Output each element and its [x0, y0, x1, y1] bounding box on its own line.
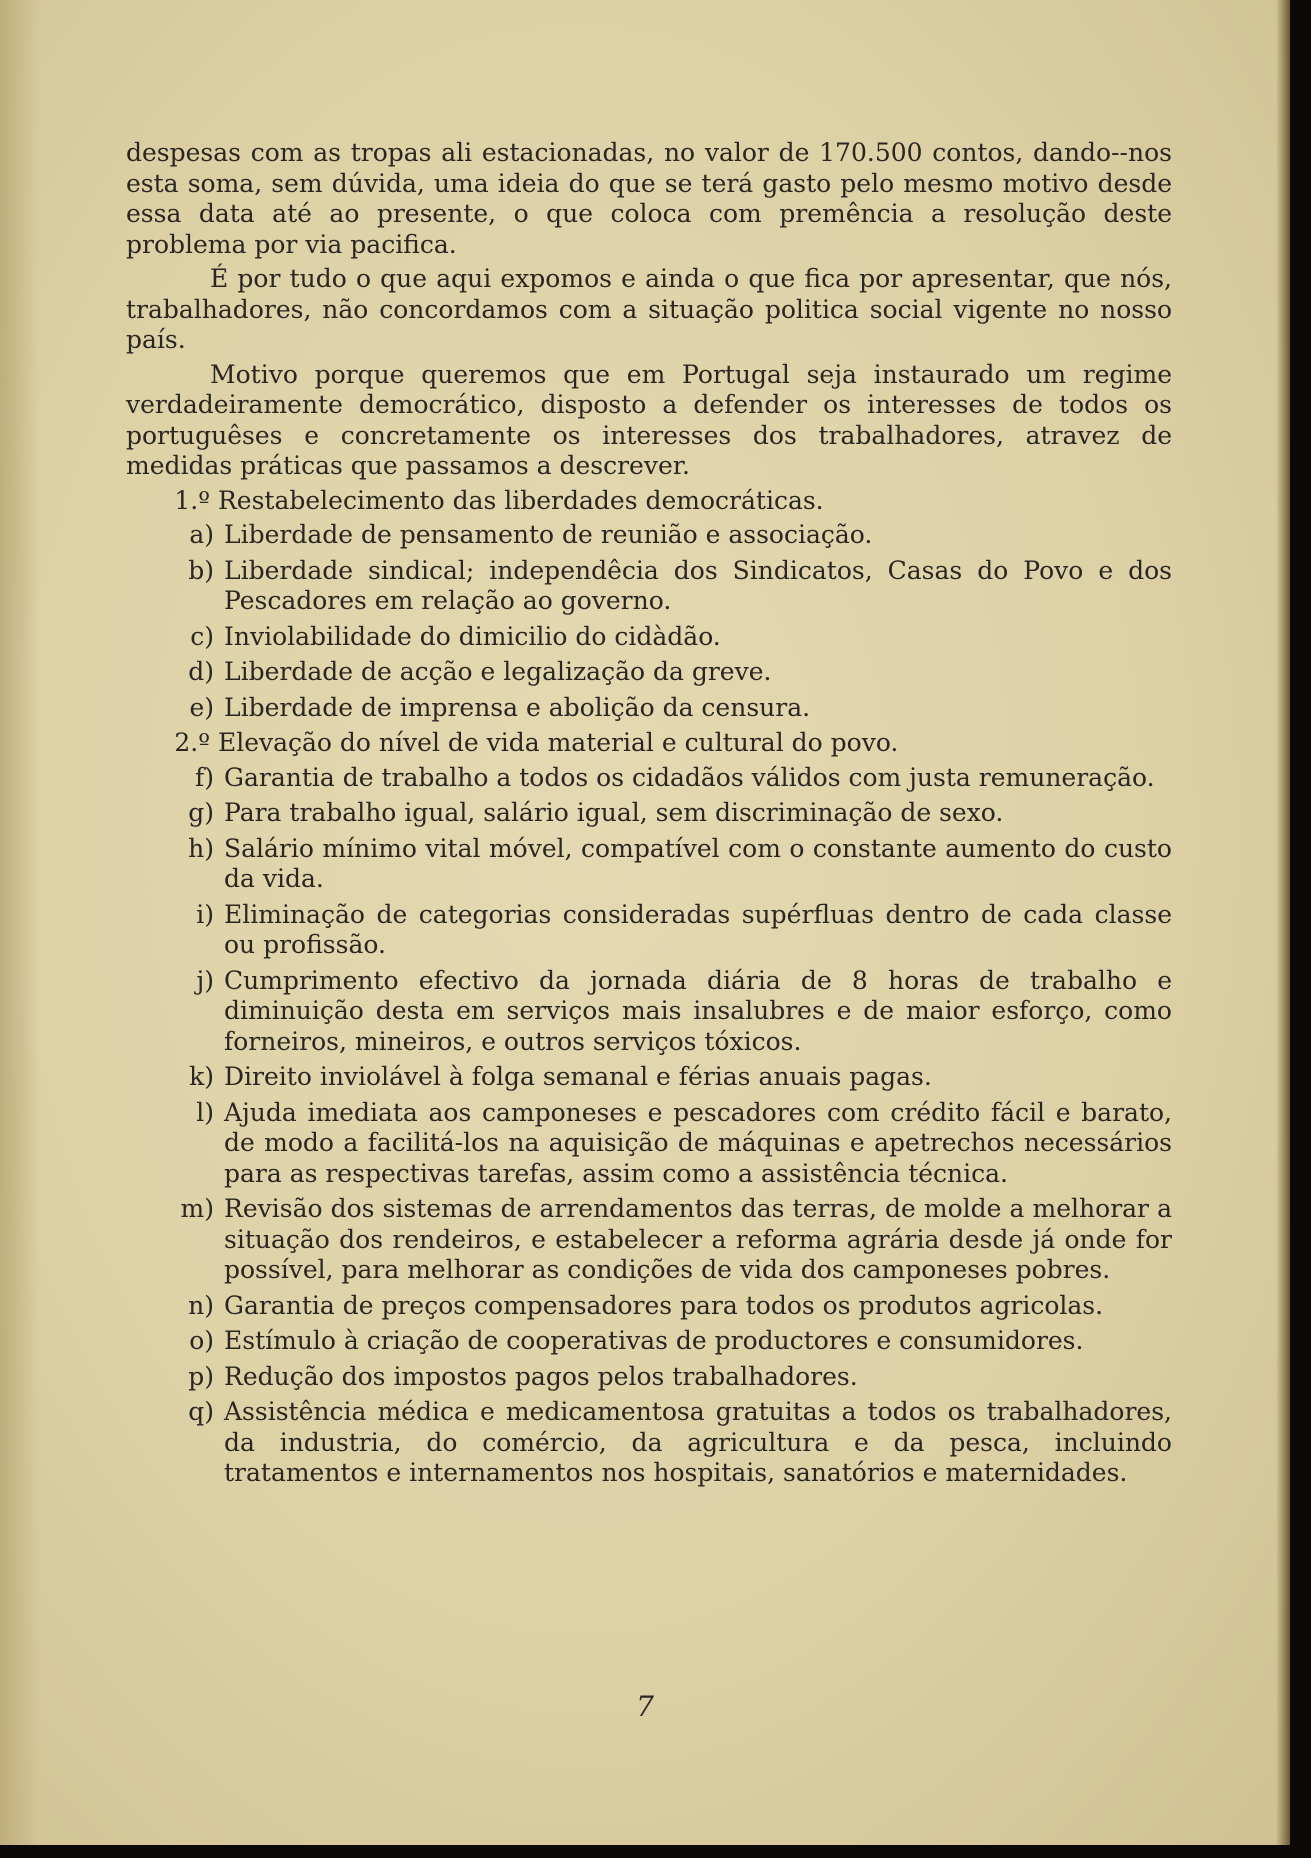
list-item [126, 622, 1172, 653]
paragraph-1: despesas com as tropas ali estacionadas, no valor de 170.500 contos, dando--nos esta soma, sem dúvida, uma ideia do que se terá gasto pelo mesmo motivo desde essa data até ao presente, o que coloca com premência a resolução deste problema por via pacifica. [126, 138, 1172, 259]
list-item-letter: c) [190, 621, 214, 651]
list-item [126, 834, 1172, 895]
page-body [126, 138, 1172, 1494]
section-number: 1.º [174, 485, 210, 515]
list-item-text: Ajuda imediata aos camponeses e pescadores com crédito fácil e barato, de modo a facilitá-los na aquisição de máquinas e apetrechos necessários para as respectivas tarefas, assim como a assistência técnica. [224, 1097, 1172, 1188]
list-item [126, 763, 1172, 794]
list-item-letter: n) [188, 1290, 214, 1320]
list-item-text: Para trabalho igual, salário igual, sem discriminação de sexo. [224, 798, 1004, 827]
list-item-letter: g) [188, 798, 214, 827]
section-heading-2 [126, 728, 1172, 759]
list-item [126, 657, 1172, 688]
list-item [126, 520, 1172, 551]
section-heading-1 [126, 486, 1172, 517]
list-item-letter: f) [194, 762, 214, 792]
page-number: 7 [636, 1690, 654, 1723]
list-item [126, 966, 1172, 1058]
list-item [126, 1194, 1172, 1286]
paragraph-2: É por tudo o que aqui expomos e ainda o que fica por apresentar, que nós, trabalhadores, não concordamos com a situação politica social vigente no nosso país. [126, 264, 1172, 354]
list-item-text: Redução dos impostos pagos pelos trabalhadores. [224, 1361, 858, 1391]
list-item-text: Eliminação de categorias consideradas supérfluas dentro de cada classe ou profissão. [224, 899, 1172, 959]
list-item-text: Liberdade de imprensa e abolição da censura. [224, 692, 811, 722]
list-item-letter: h) [188, 833, 214, 863]
section-title: Restabelecimento das liberdades democráticas. [217, 485, 824, 515]
list-item-text: Salário mínimo vital móvel, compatível com o constante aumento do custo da vida. [224, 833, 1172, 893]
list-item-letter: k) [189, 1062, 214, 1091]
list-item-letter: e) [189, 692, 214, 722]
paragraph-3: Motivo porque queremos que em Portugal seja instaurado um regime verdadeiramente democrático, disposto a defender os interesses de todos os portuguêses e concretamente os interesses dos trabalhadores, atravez de medidas práticas que passamos a descrever. [126, 359, 1172, 480]
list-item-text: Estímulo à criação de cooperativas de productores e consumidores. [224, 1326, 1084, 1355]
list-item-letter: m) [180, 1194, 214, 1223]
list-item [126, 1397, 1172, 1489]
list-item-text: Liberdade de acção e legalização da greve. [224, 657, 772, 686]
list-item-text: Assistência médica e medicamentosa gratuitas a todos os trabalhadores, da industria, do comércio, da agricultura e da pesca, incluindo tratamentos e internamentos nos hospitais, sanatórios e maternidades. [224, 1397, 1172, 1487]
list-item-letter: q) [188, 1397, 214, 1426]
list-item [126, 693, 1172, 724]
list-item-letter: a) [189, 520, 214, 549]
list-item [126, 1098, 1172, 1190]
list-item-letter: l) [196, 1097, 214, 1127]
list-item-letter: p) [188, 1361, 214, 1391]
list-item-text: Revisão dos sistemas de arrendamentos das terras, de molde a melhorar a situação dos rendeiros, e estabelecer a reforma agrária desde já onde for possível, para melhorar as condições de vida dos camponeses pobres. [224, 1194, 1172, 1284]
section-title: Elevação do nível de vida material e cultural do povo. [217, 728, 899, 757]
list-item [126, 1326, 1172, 1357]
list-item-text: Direito inviolável à folga semanal e férias anuais pagas. [224, 1062, 932, 1091]
list-item-text: Garantia de trabalho a todos os cidadãos válidos com justa remuneração. [224, 762, 1155, 792]
list-item-text: Cumprimento efectivo da jornada diária de 8 horas de trabalho e diminuição desta em serviços mais insalubres e de maior esforço, como forneiros, mineiros, e outros serviços tóxicos. [224, 965, 1172, 1056]
list-item-letter: b) [188, 555, 214, 585]
list-item [126, 900, 1172, 961]
list-item-letter: i) [196, 899, 214, 929]
list-item [126, 1062, 1172, 1093]
list-item-text: Garantia de preços compensadores para todos os produtos agricolas. [224, 1290, 1104, 1320]
list-item [126, 798, 1172, 829]
list-item [126, 1291, 1172, 1322]
list-item [126, 1362, 1172, 1393]
list-item-text: Liberdade de pensamento de reunião e associação. [224, 520, 873, 549]
list-item [126, 556, 1172, 617]
list-item-letter: j) [196, 965, 214, 995]
list-item-letter: d) [188, 657, 214, 686]
section-number: 2.º [174, 728, 210, 757]
list-item-text: Inviolabilidade do dimicilio do cidàdão. [224, 621, 721, 651]
list-item-letter: o) [189, 1326, 214, 1355]
list-item-text: Liberdade sindical; independêcia dos Sindicatos, Casas do Povo e dos Pescadores em relação ao governo. [224, 555, 1172, 615]
